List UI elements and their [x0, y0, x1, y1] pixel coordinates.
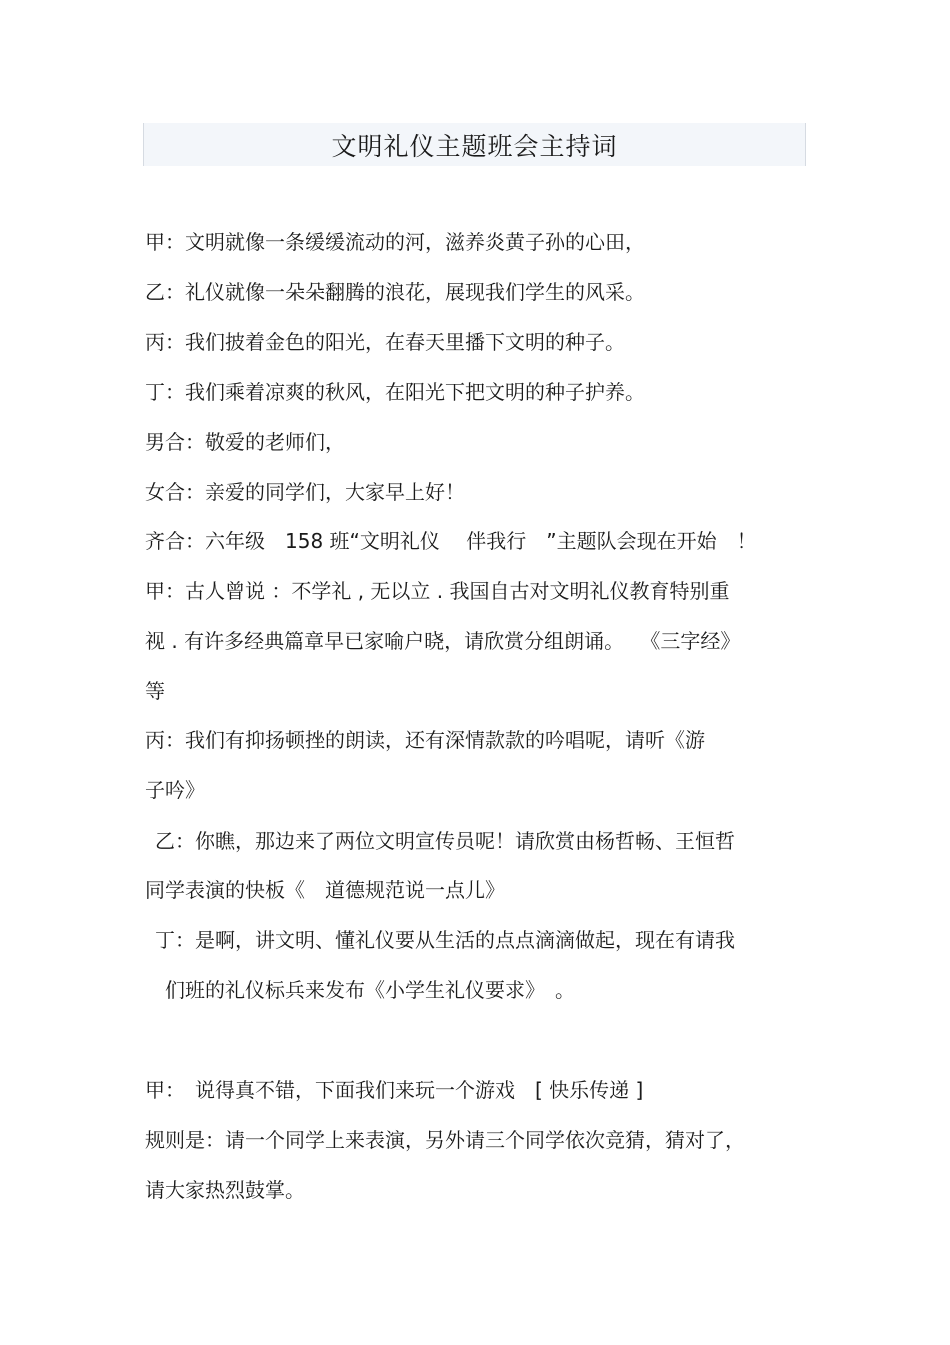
document-title: 文明礼仪主题班会主持词 — [331, 131, 618, 161]
text-line-3: 丙：我们披着金色的阳光，在春天里播下文明的种子。 — [145, 330, 625, 354]
text-line-10: 等 — [145, 679, 165, 703]
text-line-19: 请大家热烈鼓掌。 — [145, 1178, 305, 1202]
text-line-18: 规则是：请一个同学上来表演，另外请三个同学依次竞猜，猜对了， — [145, 1128, 745, 1152]
text-line-2: 乙：礼仪就像一朵朵翻腾的浪花，展现我们学生的风采。 — [145, 280, 645, 304]
text-line-14: 同学表演的快板《 道德规范说一点儿》 — [145, 878, 505, 902]
text-line-7: 齐合：六年级 158 班“文明礼仪 伴我行 ”主题队会现在开始 ！ — [145, 529, 757, 553]
text-line-6: 女合：亲爱的同学们，大家早上好！ — [145, 480, 465, 504]
text-line-17: 甲： 说得真不错，下面我们来玩一个游戏 [ 快乐传递 ] — [145, 1078, 644, 1102]
text-line-1: 甲：文明就像一条缓缓流动的河，滋养炎黄子孙的心田， — [145, 230, 645, 254]
text-line-16: 们班的礼仪标兵来发布《小学生礼仪要求》 。 — [165, 978, 575, 1002]
text-line-11: 丙：我们有抑扬顿挫的朗读，还有深情款款的吟唱呢，请听《游 — [145, 728, 705, 752]
text-line-4: 丁：我们乘着凉爽的秋风，在阳光下把文明的种子护养。 — [145, 380, 645, 404]
text-line-5: 男合：敬爱的老师们， — [145, 430, 345, 454]
text-line-15: 丁：是啊，讲文明、懂礼仪要从生活的点点滴滴做起，现在有请我 — [155, 928, 735, 952]
text-line-12: 子吟》 — [145, 778, 205, 802]
title-banner — [143, 123, 806, 166]
text-line-13: 乙：你瞧，那边来了两位文明宣传员呢！请欣赏由杨哲畅、王恒哲 — [155, 829, 735, 853]
text-line-8: 甲：古人曾说 ：不学礼 , 无以立 . 我国自古对文明礼仪教育特别重 — [145, 579, 730, 603]
text-line-9: 视 . 有许多经典篇章早已家喻户晓，请欣赏分组朗诵。 《三字经》 — [145, 629, 741, 653]
